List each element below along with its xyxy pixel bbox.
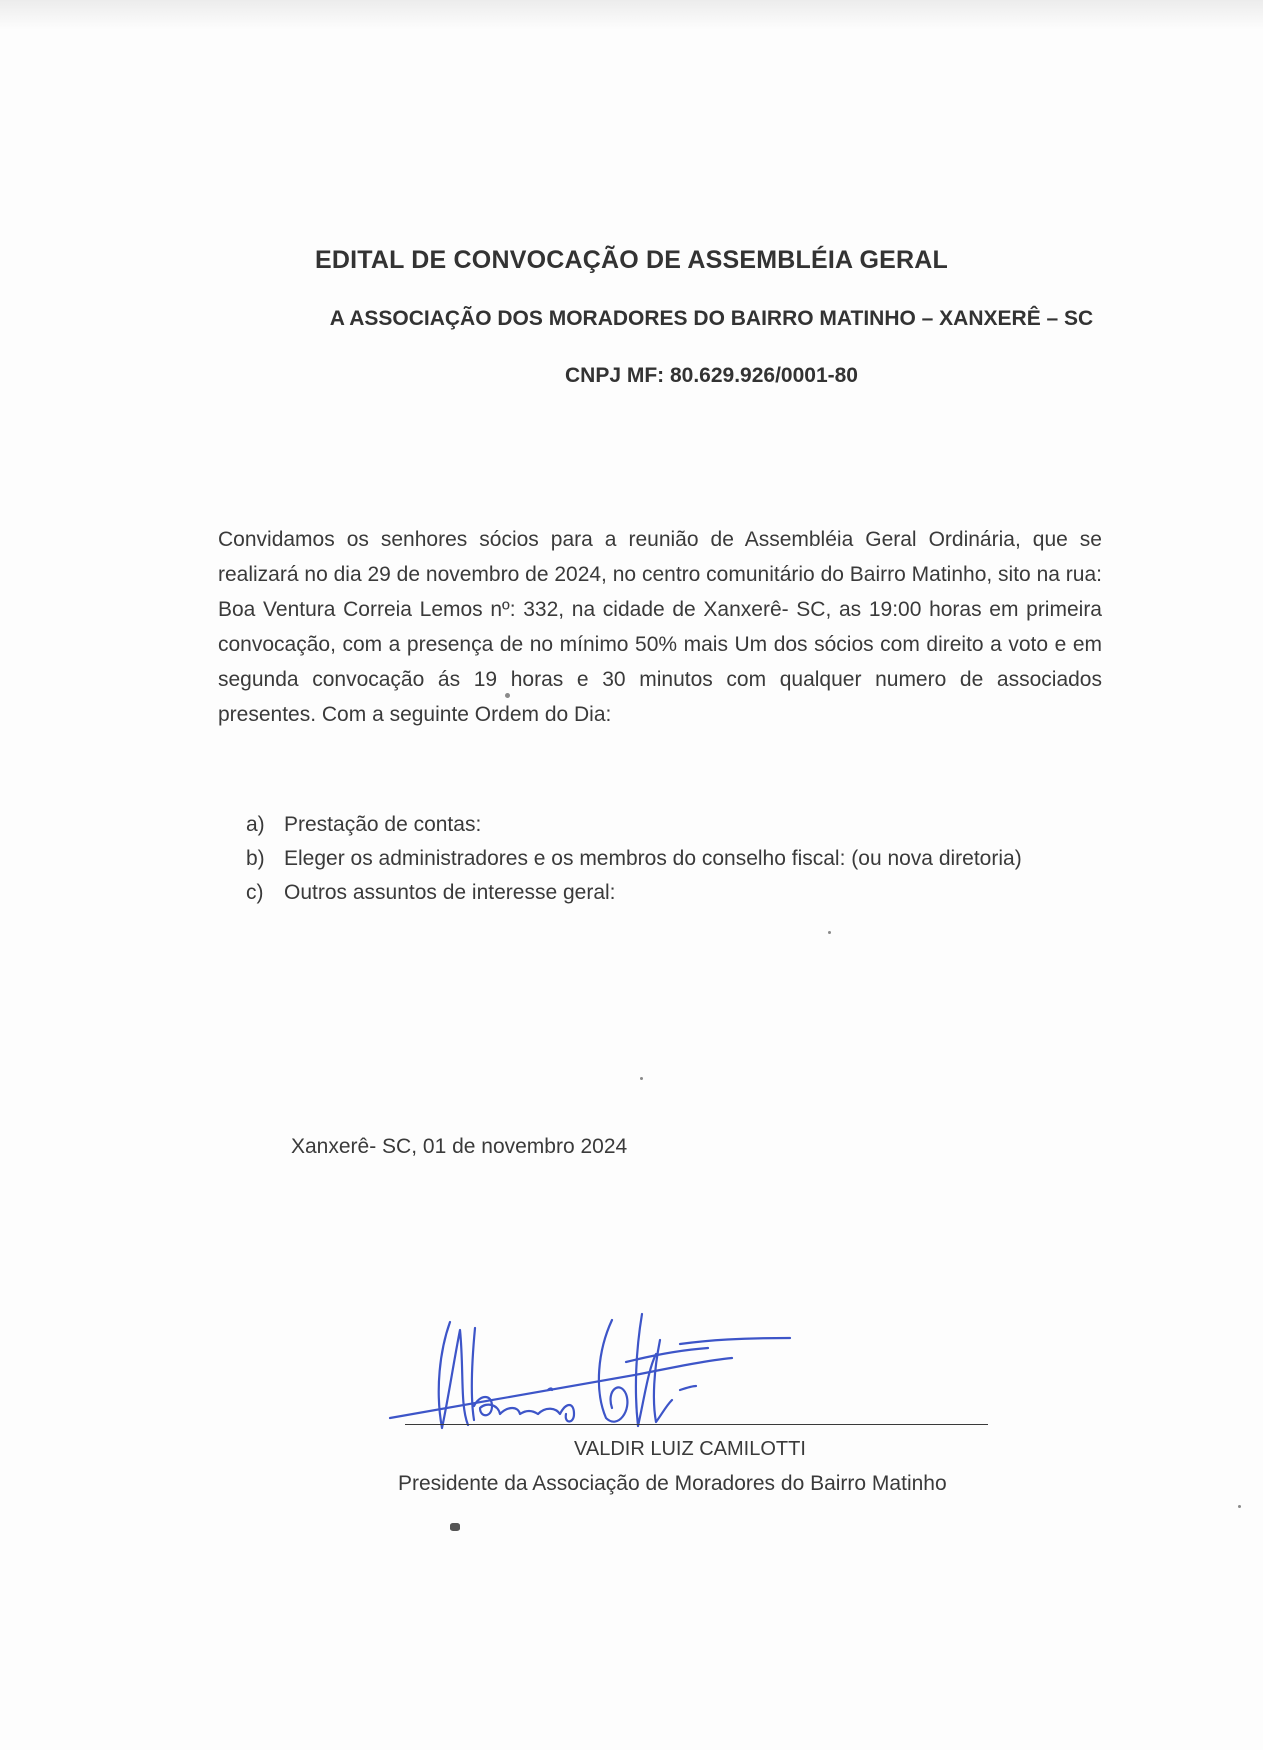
agenda-item-marker: a) <box>246 813 265 836</box>
agenda-item <box>246 876 1146 910</box>
signer-name: VALDIR LUIZ CAMILOTTI <box>574 1438 806 1460</box>
agenda-item-marker: b) <box>246 847 265 870</box>
agenda-item-text: Outros assuntos de interesse geral: <box>284 881 616 904</box>
signature-line <box>405 1424 988 1425</box>
scan-speck <box>450 1523 460 1531</box>
scan-speck <box>505 693 510 698</box>
scan-speck <box>1238 1505 1241 1508</box>
scan-shadow <box>0 0 1263 30</box>
agenda-item <box>246 808 1146 842</box>
signer-role: Presidente da Associação de Moradores do Bairro Matinho <box>398 1472 947 1495</box>
agenda-item <box>246 842 1146 876</box>
agenda-list <box>246 808 1146 910</box>
handwritten-signature <box>380 1310 800 1440</box>
scan-speck <box>640 1077 643 1080</box>
organization-name: A ASSOCIAÇÃO DOS MORADORES DO BAIRRO MATINHO – XANXERÊ – SC <box>329 307 1094 330</box>
agenda-item-text: Eleger os administradores e os membros do conselho fiscal: (ou nova diretoria) <box>284 847 1022 870</box>
place-and-date: Xanxerê- SC, 01 de novembro 2024 <box>291 1135 628 1158</box>
agenda-item-text: Prestação de contas: <box>284 813 482 836</box>
convocation-paragraph: Convidamos os senhores sócios para a reunião de Assembléia Geral Ordinária, que se realizará no dia 29 de novembro de 2024, no centro comunitário do Bairro Matinho, sito na rua: Boa Ventura Correia Lemos nº: 332, na cidade de Xanxerê- SC, as 19:00 horas em primeira convocação, com a presença de no mínimo 50% mais Um dos sócios com direito a voto e em segunda convocação ás 19 horas e 30 minutos com qualquer numero de associados presentes. Com a seguinte Ordem do Dia: <box>218 528 1102 726</box>
cnpj-number: CNPJ MF: 80.629.926/0001-80 <box>564 364 858 387</box>
scan-speck <box>828 931 831 934</box>
document-title: EDITAL DE CONVOCAÇÃO DE ASSEMBLÉIA GERAL <box>314 246 949 274</box>
agenda-item-marker: c) <box>246 881 264 904</box>
